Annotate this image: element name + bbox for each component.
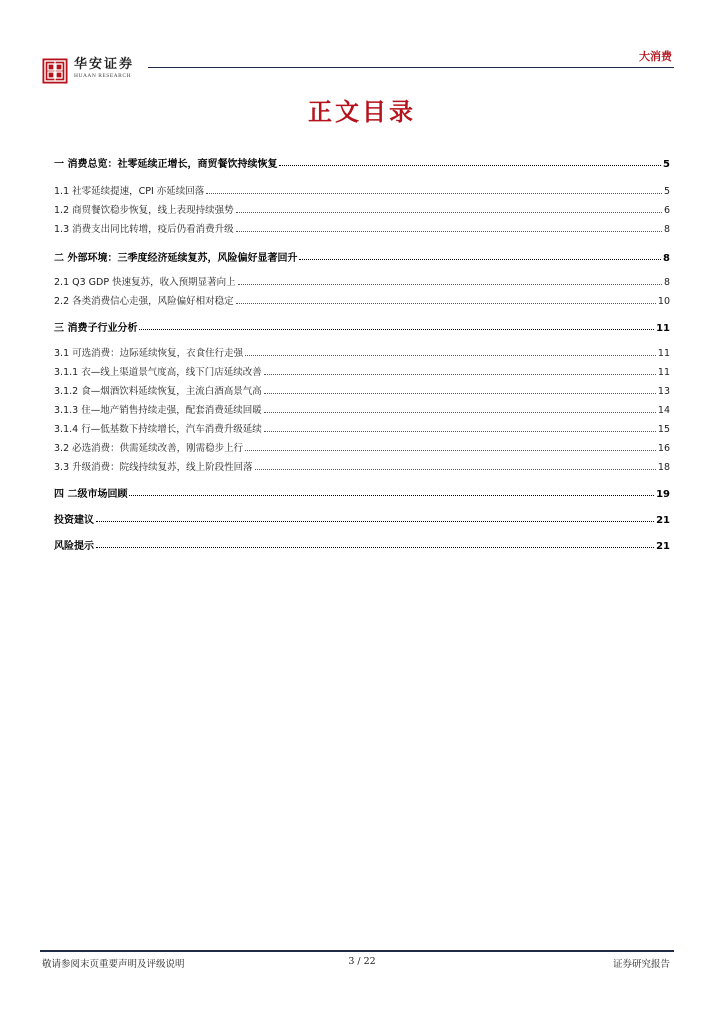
- toc-entry[interactable]: [54, 511, 670, 525]
- toc-entry-page: 5: [663, 159, 670, 170]
- toc-leader: [264, 392, 656, 394]
- toc-entry[interactable]: [54, 155, 670, 169]
- toc-entry-page: 15: [657, 424, 670, 435]
- toc-entry-label: 二 外部环境：三季度经济延续复苏，风险偏好显著回升: [54, 253, 298, 264]
- toc-entry[interactable]: [54, 485, 670, 499]
- toc-leader: [255, 468, 656, 470]
- footer-disclaimer: 敬请参阅末页重要声明及评级说明: [42, 959, 185, 970]
- toc-entry-label: 四 二级市场回顾: [54, 489, 128, 500]
- header-divider: [148, 67, 674, 68]
- toc-entry-page: 8: [663, 253, 670, 264]
- toc-entry-label: 2.1 Q3 GDP 快速复苏，收入预期显著向上: [54, 277, 236, 288]
- section-tag: 大消费: [639, 50, 672, 63]
- toc-entry-page: 5: [663, 186, 670, 197]
- toc-leader: [96, 546, 654, 548]
- toc-entry[interactable]: [54, 537, 670, 551]
- toc-entry[interactable]: [54, 383, 670, 397]
- toc-entry-page: 21: [656, 541, 670, 552]
- toc-entry-label: 3.2 必选消费：供需延续改善，刚需稳步上行: [54, 443, 244, 454]
- toc-entry-label: 3.1.3 住—地产销售持续走强，配套消费延续回暖: [54, 405, 262, 416]
- toc-entry-label: 1.1 社零延续提速，CPI 亦延续回落: [54, 186, 205, 197]
- toc-entry-page: 19: [656, 489, 670, 500]
- toc-entry-label: 1.3 消费支出同比转增，疫后仍看消费升级: [54, 224, 234, 235]
- toc-entry-label: 2.2 各类消费信心走强，风险偏好相对稳定: [54, 296, 234, 307]
- brand-name-cn: 华安证券: [74, 57, 135, 72]
- toc-entry[interactable]: [54, 459, 670, 473]
- toc-entry-page: 18: [657, 462, 670, 473]
- toc-entry-page: 10: [657, 296, 670, 307]
- toc-entry[interactable]: [54, 183, 670, 197]
- toc-entry-page: 6: [663, 205, 670, 216]
- toc-entry-label: 3.1.1 衣—线上渠道景气度高，线下门店延续改善: [54, 367, 262, 378]
- page-title: 正文目录: [308, 98, 416, 126]
- toc-entry-label: 1.2 商贸餐饮稳步恢复，线上表现持续强势: [54, 205, 234, 216]
- toc-entry-page: 8: [663, 277, 670, 288]
- toc-entry[interactable]: [54, 202, 670, 216]
- toc-entry[interactable]: [54, 345, 670, 359]
- toc-entry-page: 11: [657, 348, 670, 359]
- toc-leader: [236, 230, 662, 232]
- brand-name-en: HUAAN RESEARCH: [74, 73, 131, 79]
- toc-entry-page: 11: [656, 323, 670, 334]
- toc-leader: [206, 192, 662, 194]
- toc-entry-label: 3.3 升级消费：院线持续复苏，线上阶段性回落: [54, 462, 253, 473]
- toc-entry[interactable]: [54, 402, 670, 416]
- toc-entry[interactable]: [54, 293, 670, 307]
- toc-entry[interactable]: [54, 319, 670, 333]
- toc-entry-page: 13: [657, 386, 670, 397]
- toc-entry[interactable]: [54, 421, 670, 435]
- toc-leader: [245, 354, 656, 356]
- toc-entry[interactable]: [54, 274, 670, 288]
- toc-entry[interactable]: [54, 440, 670, 454]
- toc-leader: [264, 411, 656, 413]
- toc-entry-page: 16: [657, 443, 670, 454]
- toc-entry-page: 8: [663, 224, 670, 235]
- toc-entry-label: 风险提示: [54, 541, 94, 552]
- footer-divider: [40, 950, 674, 952]
- toc-entry-page: 21: [656, 515, 670, 526]
- toc-leader: [96, 520, 654, 522]
- toc-leader: [279, 164, 661, 166]
- toc-leader: [299, 258, 661, 260]
- toc-leader: [264, 430, 656, 432]
- toc-leader: [236, 211, 662, 213]
- toc-entry[interactable]: [54, 249, 670, 263]
- toc-entry-label: 三 消费子行业分析: [54, 323, 138, 334]
- huaan-logo-icon: [42, 58, 68, 84]
- toc-entry-label: 投资建议: [54, 515, 94, 526]
- toc-entry-page: 11: [657, 367, 670, 378]
- toc-entry-label: 3.1.2 食—烟酒饮料延续恢复，主流白酒高景气高: [54, 386, 262, 397]
- toc-leader: [129, 494, 654, 496]
- brand-wordmark: [74, 58, 134, 80]
- footer-doc-type: 证券研究报告: [612, 959, 670, 970]
- toc-entry-page: 14: [657, 405, 670, 416]
- toc-entry-label: 3.1.4 行—低基数下持续增长，汽车消费升级延续: [54, 424, 262, 435]
- toc-leader: [238, 283, 662, 285]
- toc-entry-label: 一 消费总览：社零延续正增长，商贸餐饮持续恢复: [54, 159, 278, 170]
- page-number: 3 / 22: [348, 956, 376, 967]
- toc-leader: [236, 302, 656, 304]
- toc-entry[interactable]: [54, 364, 670, 378]
- toc-entry[interactable]: [54, 221, 670, 235]
- toc-leader: [139, 328, 654, 330]
- toc-leader: [264, 373, 656, 375]
- toc-leader: [245, 449, 656, 451]
- toc-entry-label: 3.1 可选消费：边际延续恢复，衣食住行走强: [54, 348, 244, 359]
